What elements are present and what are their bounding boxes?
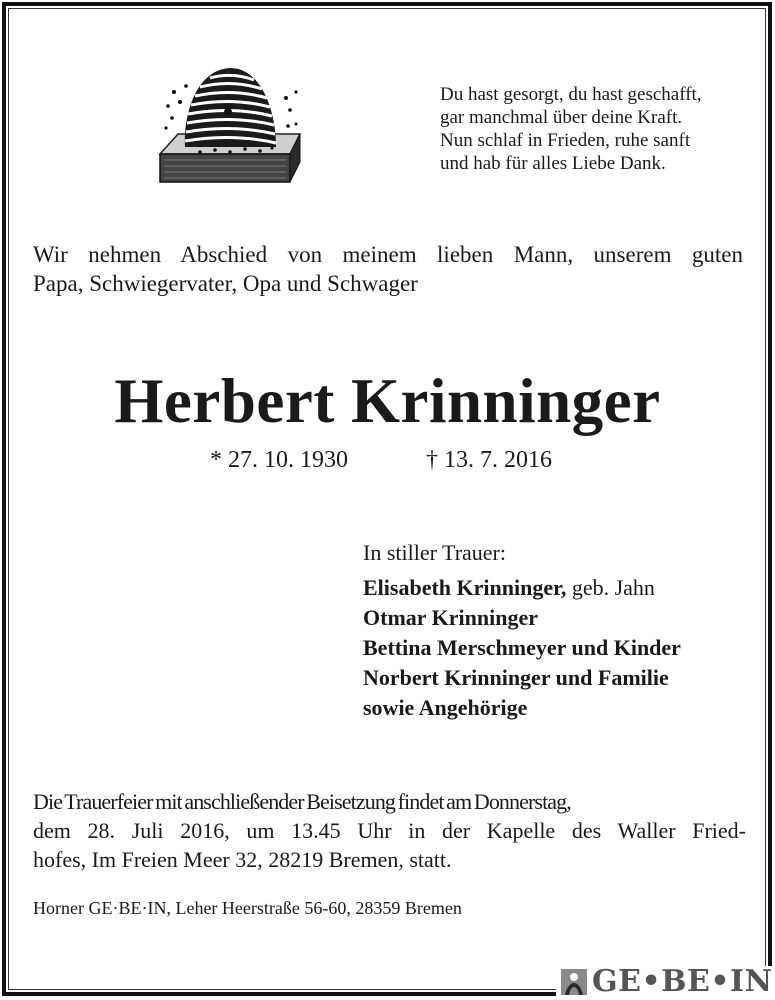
mourner-name: Norbert Krinninger und Familie xyxy=(363,665,669,690)
logo-text: GE•BE•IN xyxy=(592,964,773,999)
intro-line: Papa, Schwiegervater, Opa und Schwager xyxy=(33,271,418,296)
mourner-name: Bettina Merschmeyer und Kinder xyxy=(363,635,681,660)
mourner xyxy=(363,693,753,723)
poem-line: und hab für alles Liebe Dank. xyxy=(440,153,666,174)
service-line: Die Trauerfeier mit anschließender Beisetzung findet am Donnerstag, xyxy=(33,789,571,814)
gebein-logo-icon xyxy=(560,968,588,996)
intro-line: Wir nehmen Abschied von meinem lieben Mann, unserem guten xyxy=(33,242,743,267)
mourning-heading: In stiller Trauer: xyxy=(363,540,506,565)
undertaker-address: Horner GE·BE·IN, Leher Heerstraße 56-60, 28359 Bremen xyxy=(33,898,462,918)
beehive-icon xyxy=(150,62,305,192)
intro-text xyxy=(33,240,743,298)
mourner xyxy=(363,603,753,633)
service-line: hofes, Im Freien Meer 32, 28219 Bremen, statt. xyxy=(33,847,452,872)
mourners-block xyxy=(363,538,753,723)
service-info xyxy=(33,787,746,874)
mourner-suffix: geb. Jahn xyxy=(566,575,655,600)
birth-date: * 27. 10. 1930 xyxy=(210,447,348,473)
mourner-name: Elisabeth Krinninger, xyxy=(363,575,567,600)
mourner-name: sowie Angehörige xyxy=(363,695,528,720)
poem xyxy=(440,83,760,175)
mourner xyxy=(363,573,753,603)
mourner xyxy=(363,663,753,693)
gebein-logo xyxy=(556,966,775,998)
poem-line: Nun schlaf in Frieden, ruhe sanft xyxy=(440,130,691,151)
poem-line: gar manchmal über deine Kraft. xyxy=(440,107,683,128)
mourner-name: Otmar Krinninger xyxy=(363,605,538,630)
mourner xyxy=(363,633,753,663)
poem-line: Du hast gesorgt, du hast geschafft, xyxy=(440,84,702,105)
service-line: dem 28. Juli 2016, um 13.45 Uhr in der Kapelle des Waller Fried- xyxy=(33,818,746,843)
death-date: † 13. 7. 2016 xyxy=(426,447,552,473)
deceased-name: Herbert Krinninger xyxy=(114,366,661,436)
